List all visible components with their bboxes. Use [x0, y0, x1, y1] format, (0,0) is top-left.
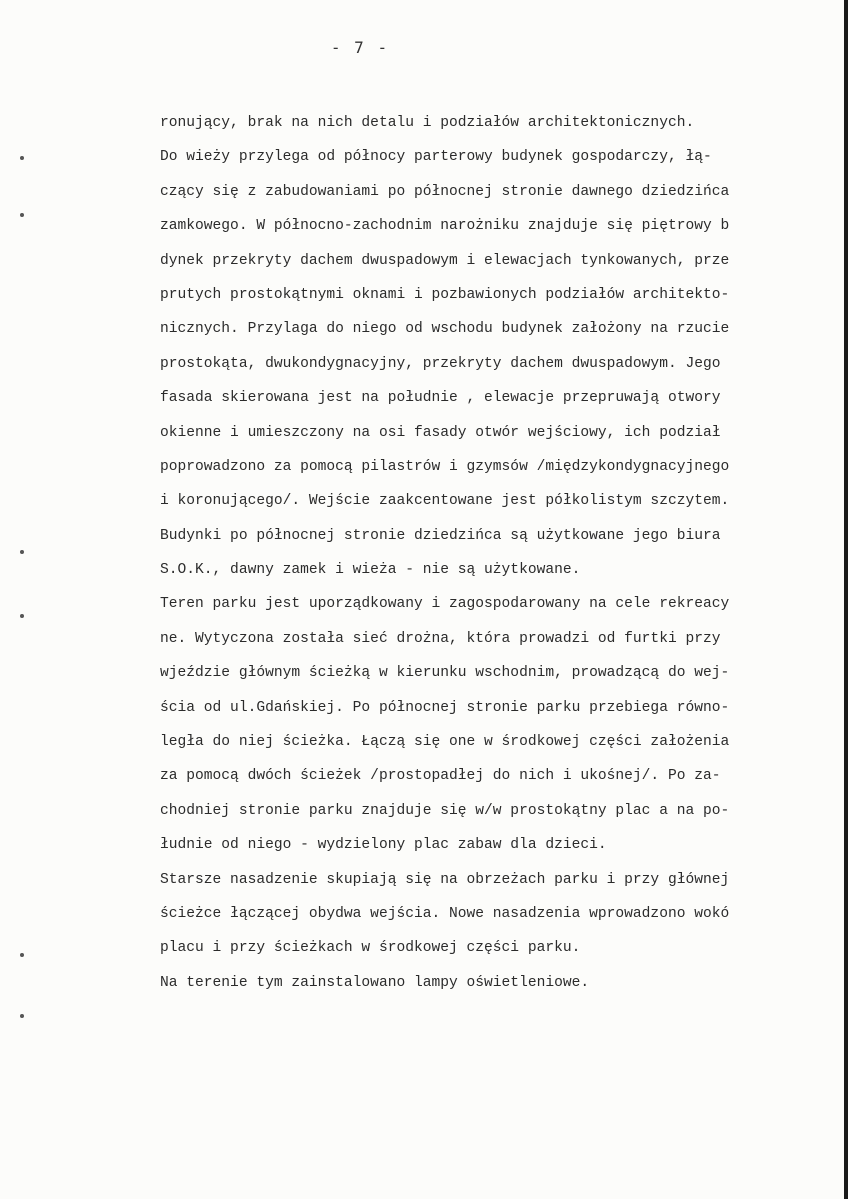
scan-dot-mark [20, 953, 24, 957]
text-line: wjeździe głównym ścieżką w kierunku wschodnim, prowadzącą do wej- [160, 665, 730, 682]
text-line: i koronującego/. Wejście zaakcentowane jest półkolistym szczytem. [160, 493, 730, 510]
text-line: Starsze nasadzenie skupiają się na obrzeżach parku i przy głównej [160, 871, 730, 888]
scan-dot-mark [20, 550, 24, 554]
scan-dot-mark [20, 614, 24, 618]
typed-text-body [160, 106, 840, 1000]
text-line: ne. Wytyczona została sieć drożna, która prowadzi od furtki przy [160, 630, 721, 647]
text-line: ścia od ul.Gdańskiej. Po północnej stronie parku przebiega równo- [160, 699, 730, 716]
text-line: nicznych. Przylaga do niego od wschodu budynek założony na rzucie [160, 321, 730, 338]
text-line: legła do niej ścieżka. Łączą się one w środkowej części założenia [160, 734, 730, 751]
text-line: okienne i umieszczony na osi fasady otwór wejściowy, ich podział [160, 424, 721, 441]
text-line: Teren parku jest uporządkowany i zagospodarowany na cele rekreacy [160, 596, 730, 613]
text-line: za pomocą dwóch ścieżek /prostopadłej do nich i ukośnej/. Po za- [160, 768, 721, 785]
text-line: fasada skierowana jest na południe , elewacje przepruwają otwory [160, 390, 721, 407]
text-line: ronujący, brak na nich detalu i podziałów architektonicznych. [160, 115, 695, 131]
scan-dot-mark [20, 213, 24, 217]
text-line: Na terenie tym zainstalowano lampy oświetleniowe. [160, 974, 590, 991]
scan-dot-mark [20, 1014, 24, 1018]
text-line: ścieżce łączącej obydwa wejścia. Nowe nasadzenia wprowadzono wokó [160, 905, 730, 922]
scan-edge [844, 0, 848, 1199]
text-line: prutych prostokątnymi oknami i pozbawionych podziałów architekto- [160, 286, 730, 303]
text-line: czący się z zabudowaniami po północnej stronie dawnego dziedzińca [160, 183, 730, 200]
text-line: placu i przy ścieżkach w środkowej części parku. [160, 940, 581, 957]
text-line: łudnie od niego - wydzielony plac zabaw dla dzieci. [160, 837, 607, 854]
text-line: S.O.K., dawny zamek i wieża - nie są użytkowane. [160, 562, 581, 579]
text-line: dynek przekryty dachem dwuspadowym i elewacjach tynkowanych, prze [160, 252, 730, 269]
text-line: Do wieży przylega od północy parterowy budynek gospodarczy, łą- [160, 149, 712, 166]
text-line: Budynki po północnej stronie dziedzińca są użytkowane jego biura [160, 527, 721, 544]
text-line: zamkowego. W północno-zachodnim narożniku znajduje się piętrowy b [160, 218, 730, 235]
page-number: - 7 - [330, 38, 390, 57]
scan-dot-mark [20, 156, 24, 160]
text-line: chodniej stronie parku znajduje się w/w prostokątny plac a na po- [160, 802, 730, 819]
text-line: prostokąta, dwukondygnacyjny, przekryty dachem dwuspadowym. Jego [160, 355, 721, 372]
text-line: poprowadzono za pomocą pilastrów i gzymsów /międzykondygnacyjnego [160, 458, 730, 475]
